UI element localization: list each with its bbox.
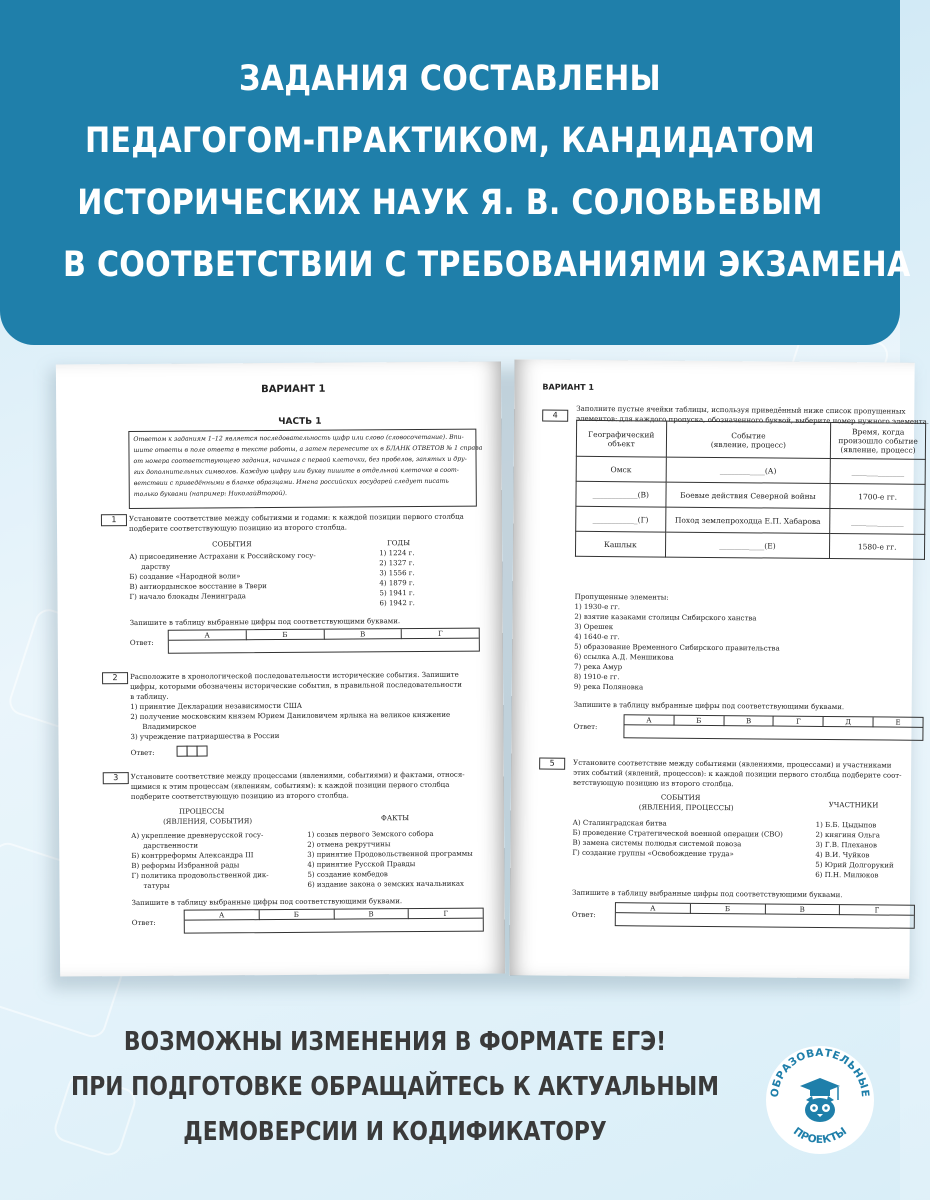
table-cell: ____________(Е) — [665, 532, 830, 558]
instruction: Запишите в таблицу выбранные цифры под соответствующими буквами. — [129, 617, 401, 628]
task-number: 2 — [102, 672, 128, 684]
item: В) реформы Избранной рады — [131, 861, 240, 871]
left-page — [56, 361, 505, 976]
option: 2) 1327 г. — [379, 559, 415, 568]
table-header: Событие (явление, процесс) — [666, 421, 831, 458]
item: 2) получение московским князем Юрием Даниловичем ярлыка на великое княжение — [130, 710, 451, 722]
item: Г) начало блокады Ленинграда — [129, 592, 246, 602]
instruction: Запишите в таблицу выбранные цифры под соответствующими буквами. — [131, 897, 403, 908]
logo-text-top: ОБРАЗОВАТЕЛЬНЫЕ — [768, 1046, 872, 1098]
answer-label: Ответ: — [571, 910, 596, 919]
option: 4) принятие Русской Правды — [307, 860, 416, 869]
item: дарственности — [143, 841, 199, 850]
answer-table[interactable] — [615, 902, 915, 929]
table-cell: Боевые действия Северной войны — [665, 482, 830, 508]
column-header: ПРОЦЕССЫ — [178, 807, 225, 816]
right-page — [509, 359, 930, 978]
table-cell: 1580-е гг. — [830, 534, 925, 560]
running-header: ВАРИАНТ 1 — [542, 382, 595, 392]
fill-table — [575, 420, 926, 560]
banner-line: ИСТОРИЧЕСКИХ НАУК Я. В. СОЛОВЬЕВЫМ — [77, 183, 823, 223]
item: Г) создание группы «Освобождение труда» — [572, 848, 734, 859]
instruction-box — [128, 429, 483, 509]
note-line: гих дополнительных символов. Каждую цифру или букву пишите в отдельной клеточке в соот- — [133, 466, 459, 477]
table-row — [576, 481, 925, 509]
answer-label: Ответ: — [130, 748, 155, 758]
table-row — [576, 506, 925, 534]
answer-label: Ответ: — [131, 918, 156, 928]
answer-cell-letter: Г — [773, 717, 823, 727]
answer-table[interactable] — [184, 908, 484, 934]
option: 2) отмена рекрутчины — [307, 840, 391, 849]
note-line: Ответом к заданиям 1–12 является последовательность цифр или слово (словосочетание). Впи- — [133, 433, 464, 444]
option: 5) Юрий Долгорукий — [815, 860, 894, 870]
answer-cell-letter: А — [625, 715, 674, 725]
answer-cell-letter: Б — [690, 904, 765, 915]
table-cell: ____________(Г) — [576, 506, 666, 532]
item: Г) политика продовольственной дик- — [131, 871, 269, 881]
list-item: 5) образование Временного Сибирского правительства — [574, 642, 780, 653]
task-number: 5 — [539, 757, 565, 769]
item: 1) принятие Декларации независимости США — [130, 701, 303, 712]
task-text: в таблицу. — [130, 692, 169, 702]
answer-cell[interactable] — [197, 746, 208, 757]
logo-text-bottom: ПРОЕКТЫ — [790, 1125, 850, 1146]
column-header: СОБЫТИЯ — [212, 540, 252, 549]
list-item: 6) ссылка А.Д. Меншикова — [574, 652, 674, 662]
table-cell: Поход землепроходца Е.П. Хабарова — [665, 507, 830, 533]
footer-line: ВОЗМОЖНЫ ИЗМЕНЕНИЯ В ФОРМАТЕ ЕГЭ! — [123, 1027, 667, 1057]
option: 6) П.Н. Милюков — [815, 870, 879, 880]
variant-title: ВАРИАНТ 1 — [261, 383, 326, 396]
item: Б) проведение Стратегической военной операции (СВО) — [572, 828, 783, 839]
item: дарству — [141, 562, 171, 571]
column-header: ГОДЫ — [387, 539, 411, 548]
item: А) укрепление древнерусской госу- — [131, 831, 264, 841]
item: Б) создание «Народной воли» — [129, 572, 241, 582]
task-text: Установите соответствие между событиями (явлениями, процессами) и участниками — [573, 758, 892, 770]
table-cell: Омск — [576, 456, 666, 482]
footer-line: ПРИ ПОДГОТОВКЕ ОБРАЩАЙТЕСЬ К АКТУАЛЬНЫМ — [70, 1072, 720, 1102]
answer-label: Ответ: — [129, 638, 154, 648]
list-item: 9) река Поляновка — [573, 682, 644, 692]
task-text: Установите соответствие между процессами (явлениями, событиями) и фактами, относя- — [130, 770, 465, 782]
table-cell: ______________ — [830, 459, 925, 485]
task-text: этих событий (явлений, процессов): к каждой позиции первого столбца подберите соот- — [573, 768, 902, 780]
column-header: СОБЫТИЯ — [660, 793, 701, 802]
list-item: 7) река Амур — [573, 662, 623, 672]
answer-cell-letter: А — [185, 910, 259, 921]
banner-line: ПЕДАГОГОМ-ПРАКТИКОМ, КАНДИДАТОМ — [84, 121, 816, 161]
task-number: 3 — [103, 772, 129, 784]
top-banner — [0, 0, 911, 345]
part-title: ЧАСТЬ 1 — [278, 416, 322, 428]
instruction: Запишите в таблицу выбранные цифры под соответствующими буквами. — [573, 700, 845, 712]
option: 2) княгиня Ольга — [815, 830, 880, 840]
task-text: щимися к этим процессам (явлениям, событиям): к каждой позиции первого столбца — [130, 780, 450, 792]
publisher-logo — [760, 1020, 880, 1165]
task-text: Установите соответствие между событиями и годами: к каждой позиции первого столбца — [128, 512, 464, 524]
table-cell: Кашлык — [575, 531, 665, 557]
item: В) замена системы полюдья системой повоза — [572, 838, 742, 849]
list-heading: Пропущенные элементы: — [574, 592, 669, 602]
option: 5) создание комбедов — [307, 870, 388, 879]
option: 3) 1556 г. — [379, 569, 415, 578]
item: А) Сталинградская битва — [572, 818, 667, 828]
footer-line: ДЕМОВЕРСИИ И КОДИФИКАТОРУ — [183, 1117, 607, 1147]
option: 1) созыв первого Земского собора — [307, 829, 434, 839]
answer-cells[interactable] — [177, 746, 207, 757]
answer-table[interactable] — [168, 628, 480, 654]
open-book — [0, 355, 930, 995]
answer-cell-letter: А — [616, 903, 690, 914]
task-text: подберите соответствующую позицию из второго столбца. — [130, 791, 349, 802]
column-header: (ЯВЛЕНИЯ, ПРОЦЕССЫ) — [638, 803, 734, 813]
item: В) антиордынское восстание в Твери — [129, 582, 267, 592]
answer-table[interactable] — [623, 714, 923, 741]
option: 5) 1941 г. — [379, 589, 415, 598]
column-header: ФАКТЫ — [381, 814, 410, 823]
instruction: Запишите в таблицу выбранные цифры под соответствующими буквами. — [572, 888, 843, 900]
note-line: от номера соответствующего задания, начиная с первой клеточки, без пробелов, запятых и дру- — [133, 455, 467, 466]
table-cell: ______________ — [830, 509, 925, 535]
option: 4) 1879 г. — [379, 579, 415, 588]
answer-cell-letter: Б — [258, 910, 333, 921]
answer-cell-letter: В — [723, 716, 773, 726]
table-cell: ____________(В) — [576, 481, 666, 507]
task-text: Заполните пустые ячейки таблицы, используя приведённый ниже список пропущенных — [576, 404, 906, 416]
column-header: (ЯВЛЕНИЯ, СОБЫТИЯ) — [163, 817, 253, 826]
item: Владимирское — [142, 722, 197, 731]
answer-cell-letter: Г — [839, 905, 914, 916]
table-cell: 1700-е гг. — [830, 484, 925, 510]
list-item: 8) 1910-е гг. — [573, 672, 620, 682]
answer-cell-letter: В — [323, 629, 401, 640]
option: 6) издание закона о земских начальниках — [307, 879, 464, 889]
task-text: цифры, которыми обозначены исторические события, в правильной последовательности — [130, 680, 462, 692]
task-text: ветствующую позицию из второго столбца. — [572, 778, 734, 789]
note-line: шите ответы в поле ответа в тексте работы, а затем перенесите их в БЛАНК ОТВЕТОВ № 1 справа — [133, 444, 483, 455]
note-line: только буквами (например: НиколайВторой). — [133, 489, 288, 499]
table-header: Географический объект — [576, 420, 666, 457]
item: Б) контрреформы Александра III — [131, 851, 254, 861]
logo-icon — [760, 1020, 880, 1165]
answer-cell-letter: А — [169, 630, 246, 641]
option: 1) 1224 г. — [379, 549, 415, 558]
table-cell: ____________(А) — [666, 457, 831, 483]
list-item: 2) взятие казаками столицы Сибирского ханства — [574, 612, 757, 623]
note-line: ветствии с приведёнными в бланке образцами. Имена российских государей следует писать — [133, 477, 449, 488]
table-row — [575, 531, 924, 559]
banner-line: ЗАДАНИЯ СОСТАВЛЕНЫ — [239, 59, 661, 99]
table-row — [576, 456, 925, 484]
item: А) присоединение Астрахани к Российскому госу- — [129, 551, 316, 562]
answer-cell-letter: Б — [245, 630, 323, 641]
option: 3) Г.В. Плеханов — [815, 840, 878, 850]
answer-cell-letter: В — [764, 904, 839, 915]
answer-label: Ответ: — [573, 722, 598, 732]
task-text: Расположите в хронологической последовательности исторические события. Запишите — [130, 670, 459, 682]
item: татуры — [143, 881, 170, 890]
list-item: 4) 1640-е гг. — [574, 632, 620, 642]
banner-line: В СООТВЕТСТВИИ С ТРЕБОВАНИЯМИ ЭКЗАМЕНА — [63, 245, 911, 285]
option: 1) Б.Б. Цыдыпов — [815, 820, 877, 830]
table-header: Время, когда произошло событие (явление, процесс) — [831, 423, 926, 460]
answer-cell-letter: Д — [823, 717, 873, 727]
answer-cell-letter: В — [333, 909, 408, 920]
list-item: 1) 1930-е гг. — [574, 602, 621, 612]
list-item: 3) Орешек — [574, 622, 614, 632]
option: 4) В.И. Чуйков — [815, 850, 870, 860]
answer-cell-letter: Б — [673, 716, 723, 726]
task-text: подберите соответствующую позицию из второго столбца. — [128, 523, 348, 534]
column-header: УЧАСТНИКИ — [828, 801, 879, 810]
answer-cell-letter: Е — [873, 717, 923, 727]
item: 3) учреждение патриаршества в России — [130, 732, 280, 742]
task-number: 1 — [101, 514, 127, 526]
option: 3) принятие Продовольственной программы — [307, 849, 473, 859]
task-text: элементов: для каждого пропуска, обозначенного буквой, выберите номер нужного элемента. — [576, 414, 930, 426]
option: 6) 1942 г. — [379, 599, 415, 608]
answer-cell-letter: Г — [401, 629, 479, 640]
task-number: 4 — [542, 410, 568, 422]
answer-cell-letter: Г — [408, 909, 483, 920]
